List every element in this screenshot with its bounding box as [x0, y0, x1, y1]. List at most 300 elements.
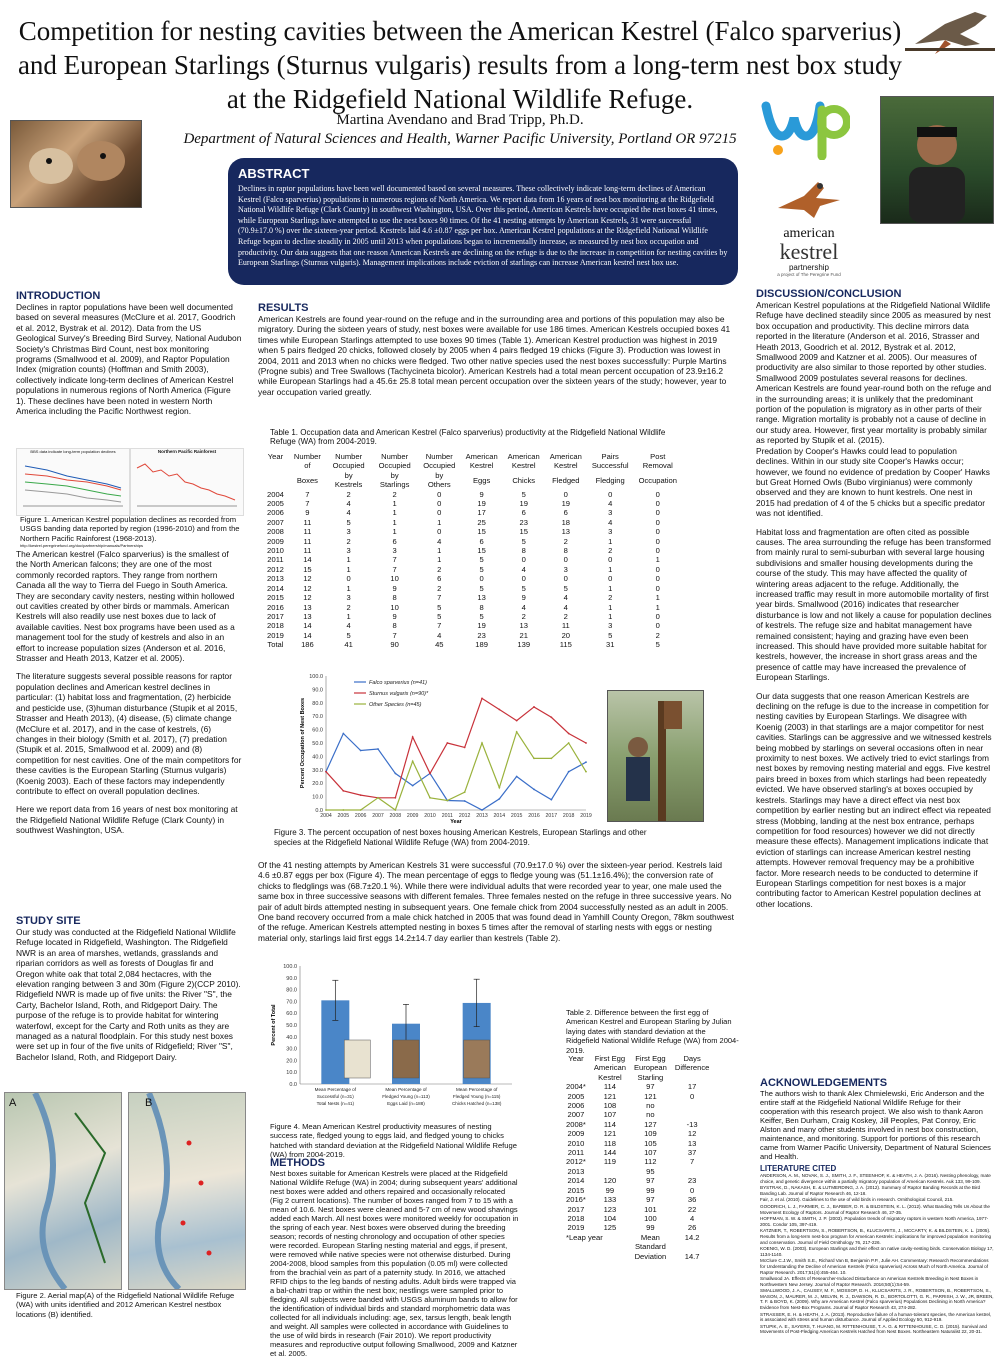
table-1-cell: 0 — [479, 574, 484, 584]
table-2-cell: 121 — [644, 1091, 657, 1101]
table-1-header-cell: Occupied — [423, 461, 456, 471]
table-1-cell: Total — [267, 640, 284, 650]
table-1-cell: 0 — [437, 489, 442, 499]
methods-heading: METHODS — [270, 1157, 325, 1169]
table-1-cell: 8 — [563, 546, 568, 556]
table-1-cell: 0 — [346, 574, 351, 584]
table-2-cell: 2014 — [567, 1176, 585, 1186]
table-1-cell: 6 — [479, 536, 484, 546]
intro-paragraph-2: The American kestrel (Falco sparverius) is the smallest of the North American falcons; they are one of the most commonly recorded raptors. They range from northern Canada all the way to Tierra del Fuego in South America. They are secondary cavity nesters, nesting within hollowed out cavities created by other birds or mammals. American Kestrels will also readily use nest boxes due to lack of available cavities. Nest box programs have been used as a management tool for the study of kestrels and also in an effort to increase population sizes (Anderson et al. 2016, Strasser and Heath 2013, Katzer et al. 2005). — [16, 549, 235, 664]
data-point — [412, 760, 414, 762]
table-1-caption: Table 1. Occupation data and American Kestrel (Falco sparverius) productivity at the Ridgefield National Wildlife Refuge (WA) from 2004-2019. — [270, 428, 666, 447]
data-point — [464, 800, 466, 802]
y-tick-label: 20.0 — [286, 1058, 297, 1065]
table-1-cell: 14 — [303, 621, 312, 631]
y-tick-label: 50.0 — [312, 741, 323, 747]
map-a — [4, 1092, 122, 1290]
table-1-row — [262, 508, 682, 517]
table-1-cell: 13 — [303, 611, 312, 621]
table-2-cell: 26 — [687, 1223, 697, 1233]
table-2-cell: 144 — [603, 1148, 617, 1158]
x-tick-label: 2010 — [424, 813, 436, 819]
series-line — [326, 732, 586, 810]
table-1-cell: 9 — [479, 489, 484, 499]
figure-1-left-panel — [16, 448, 130, 516]
table-2-cell: 2016* — [566, 1195, 586, 1205]
study-site-section — [16, 915, 242, 1068]
reference-item: GOODRICH, L. J., FARMER, C. J., BARBER, D. R. & BILDSTEIN, K. L. (2012). What Banding Tells Us About the Movement Ecology of Raptors. Journal of Raptor Research 46, 27-35. — [760, 1203, 990, 1215]
table-1-cell: 1 — [437, 517, 442, 527]
table-1-row — [262, 593, 682, 602]
table-1-header-cell: Post — [650, 452, 666, 461]
table-1-cell: 0 — [563, 555, 568, 565]
y-tick-label: 60.0 — [312, 727, 323, 734]
y-tick-label: 30.0 — [312, 767, 323, 774]
table-1-header-cell: Fledging — [595, 475, 625, 485]
table-1-cell: 5 — [479, 555, 484, 565]
table-2-header-cell: European — [633, 1063, 667, 1073]
data-point — [412, 736, 414, 738]
data-point — [585, 761, 587, 763]
table-1-cell: 11 — [561, 621, 570, 631]
table-1-header-cell: Removal — [642, 461, 673, 471]
table-1-cell: 6 — [563, 508, 568, 518]
x-tick-label: 2017 — [545, 813, 558, 819]
table-1-cell: 1 — [392, 517, 397, 527]
y-tick-label: 80.0 — [312, 700, 323, 707]
table-2-cell: 114 — [603, 1082, 616, 1092]
table-1-row — [262, 584, 682, 593]
fig1-right-title: Northern Pacific Rainforest — [157, 449, 217, 454]
abstract-heading: ABSTRACT — [238, 166, 310, 181]
table-1-cell: 1 — [346, 611, 351, 621]
table-2-row — [562, 1186, 713, 1195]
table-1-cell: 5 — [521, 489, 526, 499]
table-2-cell: 2019 — [567, 1223, 585, 1233]
table-1-cell: 7 — [305, 489, 310, 499]
table-1-cell: 1 — [346, 564, 351, 574]
x-tick-label: 2019 — [580, 813, 592, 819]
table-1-cell: 0 — [563, 489, 568, 499]
table-2-header-cell — [562, 1073, 590, 1082]
y-tick-label: 10.0 — [286, 1070, 297, 1077]
table-2-row — [562, 1223, 713, 1232]
table-1-cell: 2 — [655, 630, 660, 640]
table-1-cell: 8 — [392, 621, 397, 631]
table-1-cell: 1 — [392, 499, 397, 509]
table-1-cell: 0 — [655, 574, 660, 584]
table-2-header-cell: Difference — [674, 1063, 710, 1073]
map-b — [128, 1092, 246, 1290]
table-1-cell: 0 — [655, 621, 660, 631]
nest-photo-inset — [344, 1040, 370, 1078]
table-1-cell: 11 — [303, 527, 312, 537]
legend-label: Other Species (n=45) — [369, 702, 422, 708]
table-1-cell: 2 — [437, 583, 442, 593]
table-1-cell: 2 — [346, 489, 351, 499]
table-1-cell: 2018 — [267, 621, 284, 631]
table-2-header-cell: Year — [568, 1054, 584, 1063]
methods-text: Nest boxes suitable for American Kestrels were placed at the Ridgefield National Wildlife Refuge (WA) in 2004; during subsequent years' additional nest boxes were added and others repaired and occasionally relocated (Fig 2 current locations). The number of boxes ranged from 7 to 15 with a mean of 10.6. Nest boxes were cleaned and 5-7 cm of new wood shavings added each March. All nest boxes were monitored weekly for occupation in the spring of each year. Nest boxes were observed during the breeding season; records of nesting chronology and occupation of other species were recorded. European Starling nesting material and eggs, if present, were removed while native species were not otherwise disturbed. During 2004-2008, blood samples from this population (0.05 ml) were collected from the brachial vein as part of a paternity study. In 2016, we attached RFID chips to the leg bands of nesting adults. Adult birds were trapped via a bal-chatri trap or within the nest box; nestlings were sampled prior to fledging. All subjects were banded with USGS aluminum bands to allow for the identification of individual birds and standard morphometric data was collected for all individuals including: age, sex, tarsus length, beak length and weight. All samples were collected in accordance with Guidelines to the use of wild birds in research (Fair 2010). We report productivity measures and reproductive output following Smallwood, 2009 and Katzner et al. 2005. — [270, 1169, 519, 1358]
reference-item: ANDERSON, A. M., NOVAK, S. J., SMITH, J. F., STEENHOF, K. & HEATH, J. A. (2016). Nesting phenology, mate choice, and genetic divergence within a partially migratory population of American Kestrels. Auk 133, 99-109. — [760, 1173, 991, 1184]
map-b-label: B — [145, 1097, 153, 1109]
table-1-cell: 41 — [344, 640, 353, 650]
x-tick-label: 2018 — [562, 813, 575, 819]
data-point — [481, 742, 483, 744]
table-1-cell: 1 — [608, 564, 613, 574]
title-line-1: Competition for nesting cavities between the American Kestrel (Falco sparverius) — [18, 16, 902, 46]
nest-box-photo — [607, 690, 704, 822]
table-1-cell: 4 — [346, 621, 351, 631]
results-heading: RESULTS — [258, 302, 309, 314]
table-1-cell: 0 — [655, 499, 660, 509]
table-2-row — [562, 1157, 713, 1166]
data-point — [446, 742, 448, 744]
table-1 — [262, 452, 682, 650]
data-point — [394, 809, 396, 811]
table-2-header-cell: Starling — [637, 1072, 664, 1082]
reference-item: McClure C.J.W., Smith S.E., Richard Van B, Benjamin P.P., Julie AH. Commentary: Research Recommendations for Understanding the Decline of American Kestrels (Falco sparverius) Across Much of North America. Journal of Raptor Research. 2017;51(4):455-464. 10. — [760, 1258, 989, 1275]
table-1-cell: 15 — [519, 527, 528, 537]
intro-paragraph-3: The literature suggests several possible reasons for raptor population declines and American kestrel declines in particular: (1) habitat loss and fragmentation, (2) herbicide and pesticide use, (3)human disturbance (Stupik et al 2015, Strasser and Heath 2013), (4) disease, (5) climate change (McClure et al. 2017), and in the case of kestrels, (6) changes in their biology (Smith et al. 2017), (7) predation (Stupik et al. 2015, Smallwood et al. 2009) and (8) competition for nest cavities. One of the main competitors for these cavities is the European Starling (Sturnus vulgaris) (Koenig 2003). Each of these factors may independently contribute to effect on overall population declines. — [16, 671, 242, 796]
table-1-cell: 7 — [392, 564, 397, 574]
reference-item: BYSTRAK, D., NAKASH, E. & LUTMERDING, J. A. (2012). Summary of Raptor Banding Records at the Bird Banding Lab. Journal of Raptor Research 46, 12-18. — [760, 1185, 981, 1196]
category-label: Mean Percentage of — [455, 1087, 498, 1092]
table-1-cell: 14 — [303, 630, 312, 640]
x-tick-label: 2004 — [320, 813, 332, 819]
table-1-cell: 2 — [346, 536, 351, 546]
department: Department of Natural Sciences and Health, Warner Pacific University, Portland OR 97215 — [183, 131, 737, 147]
data-point — [481, 697, 483, 699]
table-1-cell: 2007 — [267, 517, 284, 527]
fig1-left-title: BBS data indicate long-term population declines — [30, 449, 116, 454]
leap-year-note: *Leap year — [566, 1232, 603, 1242]
table-2-cell: 36 — [687, 1195, 697, 1205]
table-1-cell: 2 — [563, 611, 568, 621]
table-2-cell: 114 — [603, 1119, 616, 1129]
results-paragraph-2: Of the 41 nesting attempts by American Kestrels 31 were successful (70.9±17.0 %) over the sixteen-year period. Kestrels laid 4.6 ±0.87 eggs per box (Figure 4). The mean percentage of eggs to fledge young was (51.1±16.4%); the conversion rate of chicks to fledglings was (68.7±20.1 %). While there were individual adults that were recorded year to year, one male used the same box in three successive seasons with different females. Three females nested on the refuge in three successive years. No pair of adult birds attempted nesting in subsequent years. One female chick from 2004 successfully nested as an adult in 2005. One band recovery occurred from a male chick hatched in 2005 that was found dead in Yamhill County Oregon, 78km southwest of the refuge. American Kestrels attempted nesting in boxes 5 times after the removal of starling nests with eggs or nesting material only, starlings laid first eggs 14.2±14.7 day earlier than kestrels (Table 2). — [258, 860, 734, 943]
table-1-cell: 2 — [521, 611, 526, 621]
data-point — [360, 809, 362, 811]
authors: Martina Avendano and Brad Tripp, Ph.D. — [336, 112, 584, 128]
table-1-cell: 2 — [563, 536, 568, 546]
table-1-cell: 7 — [392, 555, 397, 565]
table-1-row — [262, 621, 682, 630]
table-1-cell: 0 — [655, 508, 660, 518]
discussion-paragraph-4: Our data suggests that one reason American Kestrels are declining on the refuge is due to the increase in competition for nesting cavities by European Starlings. We disagree with Koenig (2003) in that starlings are a major competitor for nest cavities. Starlings can be aggressive and we witnessed kestrels being mobbed by starlings on several occasions often in near proximity to nest boxes. We actively tried to evict starlings from nest boxes by removing nesting material and eggs. Five kestrel pairs breed in boxes from which starlings had been repeatedly evicted. We have observed starling's at boxes occupied by kestrels. Starlings may have a direct effect via nest box competition by earlier nesting but an indirect effect via repeated stress (Mobbing, landing at the nest box entrance, perhaps competition for food resources) however we did not directly measure these effects). Management implications indicate that eviction of starlings can increase American kestrel nesting attempts. However removal frequency may be a prohibitive factor. More research needs to be conducted to determine if European Starlings competition for nest boxes is a major contributing factor to American Kestrel population declines at other locations. — [756, 690, 992, 909]
table-2-header-cell — [562, 1063, 590, 1072]
table-1-cell: 0 — [608, 555, 613, 565]
table-2-cell: 2018 — [567, 1213, 585, 1223]
table-1-row — [262, 546, 682, 555]
table-2-cell: 4 — [690, 1213, 695, 1223]
table-1-cell: 8 — [479, 602, 484, 612]
table-1-cell: 0 — [521, 555, 526, 565]
data-point — [498, 787, 500, 789]
table-1-cell: 5 — [437, 602, 442, 612]
table-2-header-cell: Kestrel — [598, 1072, 622, 1082]
data-point — [550, 758, 552, 760]
y-tick-label: 0.0 — [315, 808, 323, 814]
table-1-header-cell: Number — [381, 452, 409, 461]
data-point — [464, 747, 466, 749]
data-point — [568, 733, 570, 735]
table-1-cell: 2 — [392, 489, 397, 499]
table-1-cell: 19 — [561, 499, 571, 509]
table-1-header-cell: American — [507, 452, 540, 461]
discussion-paragraph-2: Predation by Cooper's Hawks could lead to population declines. Within in our study site Cooper's Hawks occur; however, we found no evidence of predation by Cooper' Hawks but Great Horned Owls (Bubo virginianus) were commonly observed and they are known to hunt kestrels. One nest in 2015 had predation of 4 of the 5 chicks but a specific predator was not identified. — [756, 445, 990, 519]
y-tick-label: 100.0 — [309, 674, 323, 680]
table-1-header-cell: Occupied — [378, 461, 411, 471]
literature-heading: LITERATURE CITED — [760, 1164, 837, 1173]
intro-paragraph-1: Declines in raptor populations have been well documented based on several measures (McClure et al. 2017, Goodrich et al. 2012, Bystrak et al. 2012). Data from the US Geological Survey's Breeding Bird Survey, National Audubon Society's Christmas Bird Count, nest box monitoring programs (Smallwood et al. 2009), and Raptor Population Index (migration counts) (Hoffman and Smith 2003), collectively indicate long-term declines of American Kestrel populations in numerous regions of North America (Figure 1). These declines have been noted in western North America including the Pacific Northwest region. — [16, 302, 242, 417]
table-2-cell — [671, 1167, 713, 1176]
wp-logo — [760, 96, 850, 160]
table-2-cell: 2006 — [567, 1101, 585, 1111]
table-2-cell: 17 — [687, 1082, 697, 1092]
table-2-cell: 13 — [687, 1138, 697, 1148]
figure-1 — [16, 448, 242, 514]
table-1-cell: 4 — [563, 593, 568, 603]
table-2-cell: 112 — [644, 1157, 657, 1167]
table-1-cell: 4 — [608, 517, 613, 527]
y-tick-label: 90.0 — [312, 687, 323, 694]
figure-4-svg — [266, 960, 516, 1120]
kestrel-illustration — [905, 4, 995, 60]
table-1-cell: 0 — [655, 517, 660, 527]
table-2-cell: 22 — [687, 1204, 697, 1214]
legend-label: Falco sparverius (n=41) — [369, 680, 427, 686]
table-1-cell: 18 — [561, 517, 571, 527]
table-2-summary-cell — [671, 1242, 713, 1251]
table-2-row — [562, 1092, 713, 1101]
table-1-cell: 4 — [608, 499, 613, 509]
table-1-cell: 3 — [392, 546, 397, 556]
category-label: Mean Percentage of — [385, 1087, 427, 1092]
data-point — [498, 709, 500, 711]
kestrel-logo-icon — [774, 178, 844, 222]
reference-item: KOENIG, W. D. (2003). European Starlings and their effect on native cavity-nesting birds. Conservation Biology 17, 1134-1140. — [760, 1246, 994, 1257]
x-tick-label: 2008 — [389, 813, 402, 819]
table-2-cell: 2012* — [566, 1157, 586, 1167]
table-2-cell: 107 — [603, 1110, 617, 1120]
table-1-cell: 15 — [477, 546, 486, 556]
table-2-cell: 118 — [603, 1138, 616, 1148]
table-1-header-cell: American — [465, 452, 498, 461]
table-1-cell: 11 — [303, 536, 312, 546]
table-2-summary-cell: Mean — [640, 1232, 660, 1242]
table-1-cell: 5 — [479, 611, 484, 621]
table-2-cell: 97 — [646, 1195, 655, 1205]
table-1-cell: 1 — [437, 555, 442, 565]
kestrel-logo-line1: american — [783, 226, 835, 241]
table-2-summary-cell: Deviation — [634, 1251, 667, 1261]
table-2-cell: 133 — [603, 1195, 617, 1205]
table-1-row — [262, 537, 682, 546]
table-1-row — [262, 518, 682, 527]
data-point — [342, 733, 344, 735]
data-point — [533, 788, 535, 790]
table-1-cell: 2 — [608, 546, 613, 556]
table-2-row — [562, 1148, 713, 1157]
y-tick-label: 80.0 — [286, 987, 297, 994]
table-1-cell: 2019 — [267, 630, 284, 640]
map-a-label: A — [9, 1097, 17, 1109]
x-tick-label: 2007 — [372, 813, 384, 819]
data-point — [377, 748, 379, 750]
table-1-cell: 8 — [392, 593, 397, 603]
data-point — [585, 742, 587, 744]
table-2-row — [562, 1176, 713, 1185]
table-2-summary-cell: Standard — [634, 1242, 666, 1252]
table-2-cell: 37 — [687, 1148, 697, 1158]
table-1-cell: 4 — [521, 564, 526, 574]
table-2-cell: 2011 — [567, 1148, 585, 1158]
table-1-cell: 2017 — [267, 611, 284, 621]
table-1-header-cell: Kestrel — [511, 461, 536, 471]
table-2-summary-cell — [562, 1252, 630, 1261]
kestrel-logo-tagline: a project of The Peregrine Fund — [777, 272, 841, 277]
data-point — [516, 720, 518, 722]
table-1-cell: 11 — [303, 546, 312, 556]
table-2-cell: -13 — [686, 1119, 698, 1129]
category-label: Total Nests (n=41) — [316, 1101, 355, 1106]
table-1-cell: 7 — [305, 499, 310, 509]
table-2-cell: 12 — [687, 1129, 697, 1139]
kestrel-partnership-logo — [756, 178, 862, 288]
table-1-row — [262, 499, 682, 508]
table-1-header-cell: by Starlings — [379, 470, 410, 490]
table-1-cell: 13 — [561, 527, 571, 537]
y-tick-label: 50.0 — [286, 1023, 297, 1029]
table-1-cell: 15 — [303, 564, 312, 574]
table-1-cell: 0 — [437, 508, 442, 518]
data-point — [533, 706, 535, 708]
data-point — [464, 791, 466, 793]
table-2-cell: 121 — [603, 1091, 617, 1101]
table-1-header-cell: Eggs — [472, 475, 491, 485]
table-2-row — [562, 1110, 713, 1119]
x-tick-label: 2006 — [354, 813, 367, 819]
table-1-cell: 5 — [479, 583, 484, 593]
figure-2-maps — [4, 1092, 244, 1288]
table-1-row — [262, 490, 682, 499]
table-1-row — [262, 574, 682, 583]
reference-item: Smallwood JA. Effects of Researcher-Induced Disturbance on American Kestrels Breeding in Nest Boxes in Northwestern New Jersey. Journal of Raptor Research. 2016;50(1):54-59. — [760, 1276, 979, 1287]
table-2-cell: 105 — [644, 1138, 657, 1148]
table-2-header-cell: Days — [683, 1054, 701, 1063]
figure-1-right-panel — [130, 448, 244, 516]
x-tick-label: 2012 — [458, 813, 471, 819]
reference-item: SMALLWOOD, J. A., CAUSEY, M. F., MOSSOP, D. H., KLUCSARITS, J. R., ROBERTSON, B., ROBERTSON, S., MASON, J., MAURER, M. J., MELVIN, R. J., DAWSON, R. D., BORTOLOTTI, G. R., PARRISH, J. W., JR, BREEN, T. F. & BOYD, K. (2009). Why are American Kestrel (Falco sparverius) Populations Declining in North America? Evidence from Nest-Box Programs. Journal of Raptor Research 43, 274-282. — [760, 1288, 994, 1311]
reference-item: HOFFMAN, S. W. & SMITH, J. P. (2003). Population trends of migratory raptors in western North America, 1977-2001. Condor 105, 397-419. — [760, 1216, 989, 1227]
study-site-heading: STUDY SITE — [16, 915, 81, 927]
table-1-cell: 5 — [479, 564, 484, 574]
introduction-heading: INTRODUCTION — [16, 290, 101, 302]
table-2-cell: 100 — [644, 1213, 657, 1223]
table-1-cell: 3 — [346, 546, 351, 556]
x-axis-label: Year — [450, 819, 462, 824]
data-point — [481, 809, 483, 811]
y-tick-label: 30.0 — [286, 1046, 297, 1053]
data-point — [342, 790, 344, 792]
table-2-cell: 123 — [603, 1204, 617, 1214]
table-1-cell: 20 — [561, 630, 571, 640]
table-1-cell: 12 — [303, 593, 312, 603]
nest-photo-inset — [393, 1040, 419, 1078]
table-2-cell — [671, 1110, 713, 1119]
table-1-header-cell: Year — [267, 452, 284, 461]
table-1-cell: 1 — [655, 593, 660, 603]
legend-label: Sturnus vulgaris (n=90)* — [369, 691, 429, 697]
x-tick-label: 2013 — [476, 813, 488, 819]
data-point — [568, 742, 570, 744]
table-1-cell: 21 — [519, 630, 528, 640]
data-point — [342, 809, 344, 811]
figure-4-caption: Figure 4. Mean American Kestrel productivity measures of nesting success rate, fledged young to eggs laid, and fledged young to chicks hatched with standard deviation at the Ridgefield National Wildlife Refuge (WA) from 2004-2019. — [270, 1122, 517, 1159]
table-1-cell: 2006 — [267, 508, 284, 518]
data-point — [360, 794, 362, 796]
table-1-cell: 3 — [608, 527, 613, 537]
table-1-header-cell: Occupation — [638, 475, 677, 485]
table-1-cell: 0 — [521, 574, 526, 584]
table-1-header-cell: Kestrel — [553, 461, 578, 471]
data-point — [446, 800, 448, 802]
data-point — [498, 798, 500, 800]
table-1-header-cell: Number — [335, 452, 363, 461]
table-2-cell: 127 — [644, 1119, 657, 1129]
table-1-cell: 5 — [563, 583, 568, 593]
table-2-cell — [671, 1101, 713, 1110]
table-1-cell: 1 — [437, 546, 442, 556]
table-1-row — [262, 640, 682, 649]
table-2-header-cell — [671, 1073, 713, 1082]
data-point — [377, 797, 379, 799]
table-1-cell: 5 — [521, 536, 526, 546]
table-1-cell: 13 — [303, 602, 312, 612]
results-section-cont — [258, 860, 736, 949]
literature-list — [760, 1173, 994, 1335]
discussion-paragraph-3: Habitat loss and fragmentation are often cited as possible causes. The area surrounding the refuge has been transformed from mainly rural to semi-suburban with several large housing subdivisions and smaller housing developments during the course of the study. This may have affected the quality of wintering areas adjacent to the refuge. Additionally, the increased traffic may result in more automobile mortality of first year birds. Smallwood (2016) indicates that researcher disturbance is low and not likely a cause for population declines of kestrels. The refuge size and habitat management have remained consistent; haying and grazing have even been increased. This should have provided more suitable habitat for kestrels, however, the increase in short grass areas and the presence of cattle may have increased the prevalence of European Starlings. — [756, 526, 992, 683]
table-1-cell: 5 — [521, 583, 526, 593]
table-1-cell: 189 — [475, 640, 488, 650]
table-1-cell: 115 — [559, 640, 572, 650]
table-1-cell: 5 — [346, 517, 351, 527]
table-1-cell: 0 — [655, 564, 660, 574]
table-2-cell: no — [646, 1110, 655, 1120]
table-1-cell: 1 — [392, 527, 397, 537]
table-1-cell: 186 — [301, 640, 314, 650]
table-1-cell: 9 — [392, 611, 397, 621]
table-2-cell: 97 — [646, 1082, 655, 1092]
table-1-cell: 3 — [608, 508, 613, 518]
data-point — [533, 758, 535, 760]
table-2-cell: 2009 — [567, 1129, 585, 1139]
table-2-cell: 2004* — [566, 1082, 586, 1092]
y-tick-label: 40.0 — [312, 754, 323, 761]
table-1-cell: 8 — [521, 546, 526, 556]
table-2-cell: 108 — [603, 1101, 617, 1111]
table-1-cell: 0 — [608, 574, 613, 584]
table-2-row — [562, 1082, 713, 1091]
results-section — [258, 302, 738, 403]
table-1-row — [262, 527, 682, 536]
table-2-row — [562, 1120, 713, 1129]
data-point — [429, 773, 431, 775]
table-1-cell: 23 — [477, 630, 486, 640]
table-2-row — [562, 1195, 713, 1204]
y-axis-label: Percent of Total — [271, 1004, 277, 1046]
